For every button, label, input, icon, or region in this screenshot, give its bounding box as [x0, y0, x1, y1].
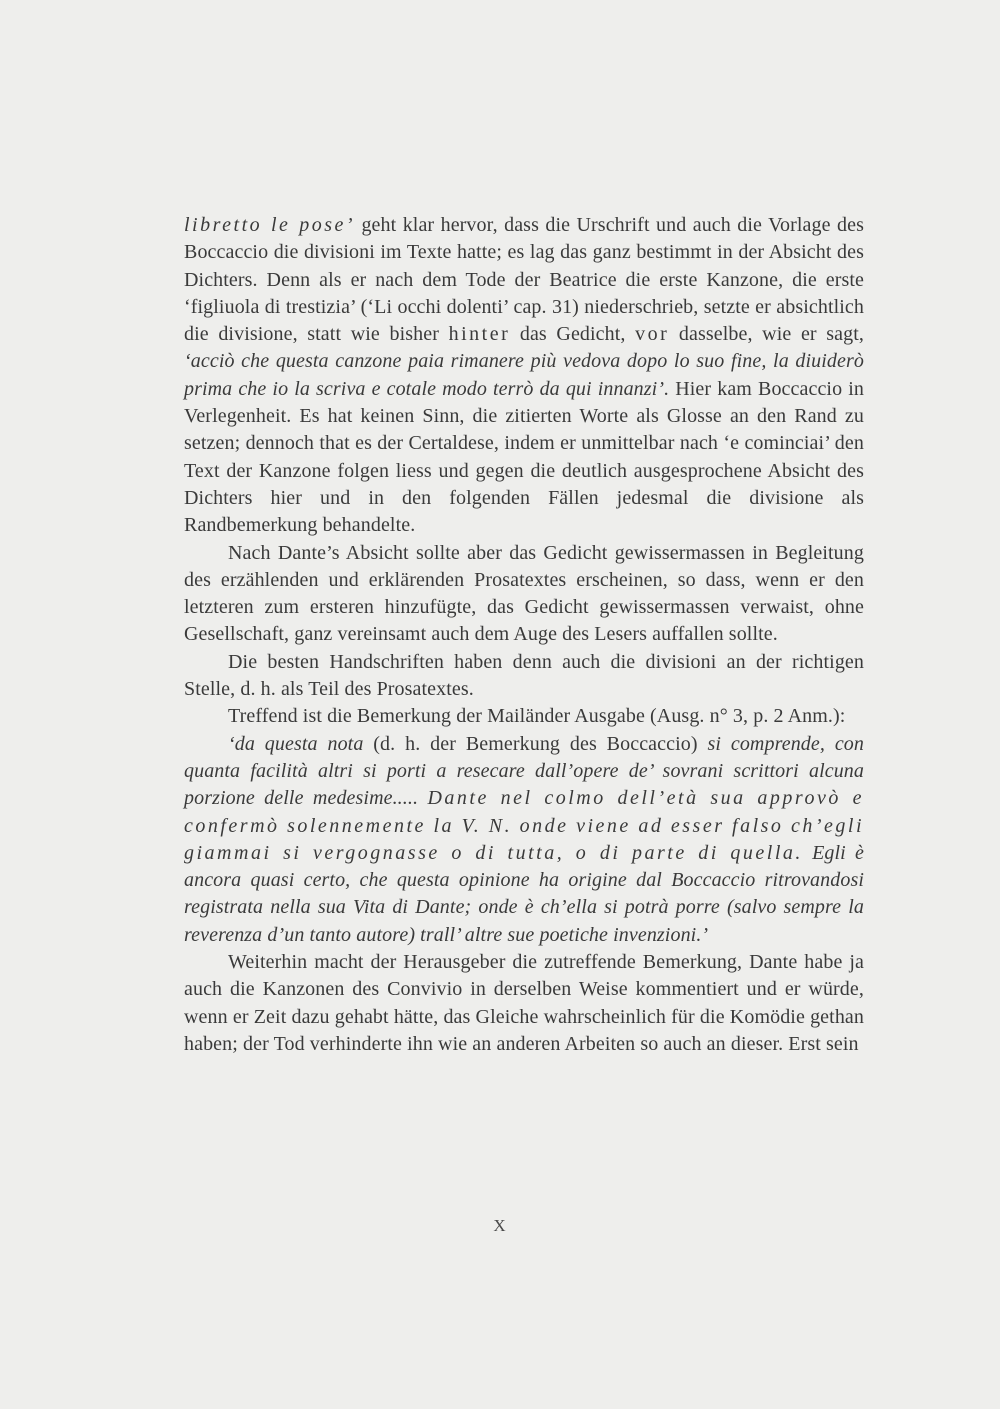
text-run: Nach Dante’s Absicht sollte aber das Gedicht gewissermassen in Begleitung des erzählenden und erklärenden Prosatextes erscheinen, so dass, wenn er den letzteren zum ersteren hinzufügte, das Gedicht gewissermassen verwaist, ohne Gesellschaft, ganz vereinsamt auch dem Auge des Lesers auffallen sollte. — [184, 541, 864, 646]
emphasized-text: vor — [635, 323, 670, 346]
paragraph — [184, 212, 864, 540]
text-run: Treffend ist die Bemerkung der Mailänder Ausgabe (Ausg. n° 3, p. 2 Anm.): — [228, 705, 846, 728]
text-run: geht klar hervor, dass die Urschrift und auch die Vorlage des Boccaccio die divisioni im Texte hatte; es lag das ganz bestimmt in der Absicht des Dichters. Denn als er nach dem Tode der Beatrice die erste Kanzone, die erste ‘figliuola di trestizia’ (‘Li occhi dolenti’ cap. 31) niederschrieb, setzte er absichtlich die divisione, statt wie bisher — [184, 214, 864, 346]
emphasized-text: hinter — [448, 323, 511, 346]
text-run: (d. h. der Bemerkung des Boccaccio) — [363, 732, 708, 755]
page-number: X — [493, 1216, 507, 1235]
emphasized-text: Dante nel colmo dell’età sua approvò e confermò solennemente la V. N. onde viene ad esser falso ch’egli giammai si vergognasse o di tutta, o di parte di quella. — [184, 787, 864, 864]
paragraph — [184, 731, 864, 949]
text-run: Weiterhin macht der Herausgeber die zutreffende Bemerkung, Dante habe ja auch die Kanzonen des Convivio in derselben Weise kommentiert und er würde, wenn er Zeit dazu gehabt hätte, das Gleiche wahrscheinlich für die Komödie gethan haben; der Tod verhinderte ihn wie an anderen Arbeiten so auch an dieser. Erst sein — [184, 951, 864, 1055]
paragraph — [184, 703, 864, 730]
emphasized-text: si comprende, con quanta facilità altri si porti a resecare dall’opere de’ sovrani scrittori alcuna porzione delle medesime..... — [184, 732, 864, 810]
text-run: das Gedicht, — [510, 323, 636, 346]
text-run: Die besten Handschriften haben denn auch die divisioni an der richtigen Stelle, d. h. als Teil des Prosatextes. — [184, 650, 864, 701]
paragraph — [184, 540, 864, 649]
emphasized-text: ‘acciò che questa canzone paia rimanere più vedova dopo lo suo fine, la diuiderò prima che io la scriva e cotale modo terrò da qui innanzi’. — [184, 350, 864, 400]
paragraph — [184, 649, 864, 704]
text-run: Hier kam Boccaccio in Verlegenheit. Es hat keinen Sinn, die zitierten Worte als Glosse an den Rand zu setzen; dennoch that es der Certaldese, indem er unmittelbar nach ‘e cominciai’ den Text der Kanzone folgen liess und gegen die deutlich ausgesprochene Absicht des Dichters hier und in den folgenden Fällen jedesmal die divisione als Randbemerkung behandelte. — [184, 377, 864, 537]
emphasized-text: ‘da questa nota — [228, 732, 364, 755]
emphasized-text: Egli è ancora quasi certo, che questa opinione ha origine dal Boccaccio ritrovandosi registrata nella sua Vita di Dante; onde è ch’ella si potrà porre (salvo sempre la reverenza d’un tanto autore) trall’ altre sue poetiche invenzioni.’ — [184, 841, 864, 946]
paragraph — [184, 949, 864, 1058]
text-run: dasselbe, wie er sagt, — [669, 323, 864, 346]
emphasized-text: libretto le pose’ — [184, 214, 356, 236]
body-text — [184, 212, 864, 1058]
